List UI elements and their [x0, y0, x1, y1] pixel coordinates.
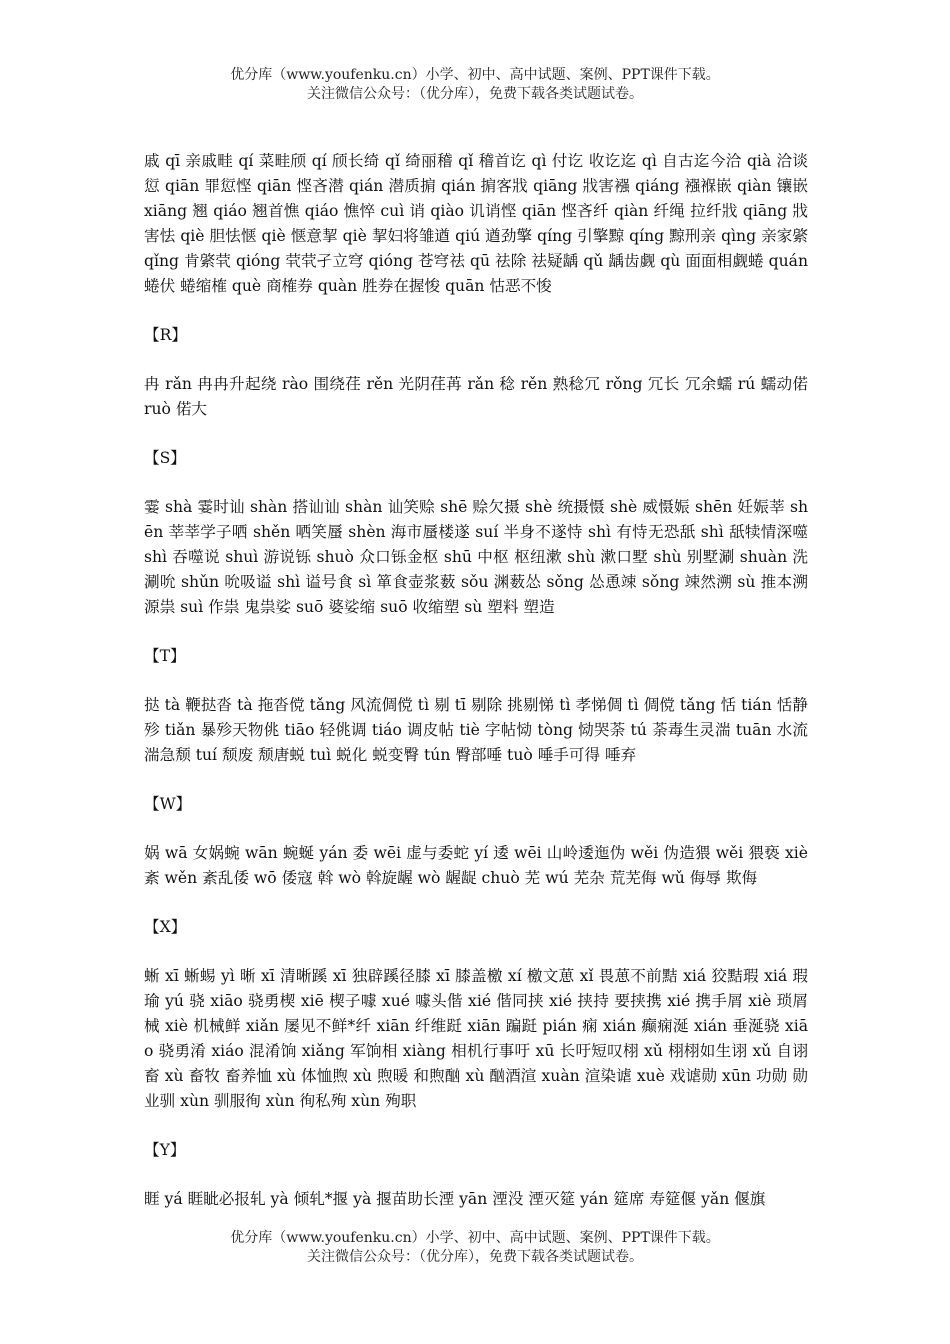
section-t-text: 挞 tà 鞭挞沓 tà 拖沓傥 tǎng 风流倜傥 tì 剔 tī 剔除 挑剔悌 tì 孝悌倜 tì 倜傥 tǎng 恬 tián 恬静殄 tiǎn 暴殄天物佻 tiāo 轻佻调 tiáo 调皮帖 tiè 字帖恸 tòng 恸哭荼 tú 荼毒生灵湍 tuān 水流湍急颓 tuí 颓废 颓唐蜕 tuì 蜕化 蜕变臀 tún 臀部唾 tuò 唾手可得 唾弃 — [144, 696, 808, 764]
footer-line-1: 优分库（www.youfenku.cn）小学、初中、高中试题、案例、PPT课件下载。 — [230, 1230, 720, 1246]
page-header — [0, 66, 950, 104]
section-w-text: 娲 wā 女娲蜿 wān 蜿蜒 yán 委 wēi 虚与委蛇 yí 逶 wēi 山岭逶迤伪 wěi 伪造猥 wěi 猥亵 xiè 紊 wěn 紊乱倭 wō 倭寇 斡 wò 斡旋龌 wò 龌龊 chuò 芜 wú 芜杂 荒芜侮 wǔ 侮辱 欺侮 — [144, 844, 808, 887]
section-r-heading: 【R】 — [144, 326, 187, 344]
section-x-text: 蜥 xī 蜥蜴 yì 晰 xī 清晰蹊 xī 独辟蹊径膝 xī 膝盖檄 xí 檄文葸 xǐ 畏葸不前黠 xiá 狡黠瑕 xiá 瑕瑜 yú 骁 xiāo 骁勇楔 xiē 楔子噱 xué 噱头偕 xié 偕同挟 xié 挟持 要挟携 xié 携手屑 xiè 琐屑械 xiè 机械鲜 xiǎn 屡见不鲜*纤 xiān 纤维跹 xiān 蹁跹 pián 痫 xián 癫痫涎 xián 垂涎骁 xiāo 骁勇淆 xiáo 混淆饷 xiǎng 军饷相 xiàng 相机行事吁 xū 长吁短叹栩 xǔ 栩栩如生诩 xǔ 自诩畜 xù 畜牧 畜养恤 xù 体恤煦 xù 煦暖 和煦酗 xù 酗酒渲 xuàn 渲染谑 xuè 戏谑勋 xūn 功勋 勋业驯 xùn 驯服徇 xùn 徇私殉 xùn 殉职 — [144, 967, 808, 1110]
page-footer — [0, 1229, 950, 1267]
section-s-text: 霎 shà 霎时讪 shàn 搭讪讪 shàn 讪笑赊 shē 赊欠摄 shè 统摄慑 shè 威慑娠 shēn 妊娠莘 shēn 莘莘学子哂 shěn 哂笑蜃 shèn 海市蜃楼遂 suí 半身不遂恃 shì 有恃无恐舐 shì 舐犊情深噬 shì 吞噬说 shuì 游说铄 shuò 众口铄金枢 shū 中枢 枢纽漱 shù 漱口墅 shù 别墅涮 shuàn 洗涮吮 shǔn 吮吸谥 shì 谥号食 sì 箪食壶浆薮 sǒu 渊薮怂 sǒng 怂恿竦 sǒng 竦然溯 sù 推本溯源祟 suì 作祟 鬼祟娑 suō 婆娑缩 suō 收缩塑 sù 塑料 塑造 — [144, 498, 808, 616]
section-w-heading: 【W】 — [144, 795, 192, 813]
section-s-heading: 【S】 — [144, 449, 186, 467]
section-t-heading: 【T】 — [144, 647, 186, 665]
document-body — [144, 149, 808, 1212]
section-r-text: 冉 rǎn 冉冉升起绕 rào 围绕荏 rěn 光阴荏苒 rǎn 稔 rěn 熟稔冗 rǒng 冗长 冗余蠕 rú 蠕动偌 ruò 偌大 — [144, 375, 808, 418]
section-y-heading: 【Y】 — [144, 1141, 186, 1159]
footer-line-2: 关注微信公众号：（优分库），免费下载各类试题试卷。 — [307, 1249, 643, 1265]
section-q-text: 戚 qī 亲戚畦 qí 菜畦颀 qí 颀长绮 qǐ 绮丽稽 qǐ 稽首讫 qì 付讫 收讫迄 qì 自古迄今洽 qià 洽谈愆 qiān 罪愆悭 qiān 悭吝潜 qián 潜质掮 qián 掮客戕 qiāng 戕害襁 qiáng 襁褓嵌 qiàn 镶嵌 xiāng 翘 qiáo 翘首憔 qiáo 憔悴 cuì 诮 qiào 讥诮悭 qiān 悭吝纤 qiàn 纤绳 拉纤戕 qiāng 戕害怯 qiè 胆怯惬 qiè 惬意挈 qiè 挈妇将雏遒 qiú 遒劲擎 qíng 引擎黥 qíng 黥刑亲 qìng 亲家綮 qǐng 肯綮茕 qióng 茕茕孑立穹 qióng 苍穹祛 qū 祛除 祛疑龋 qǔ 龋齿觑 qù 面面相觑蜷 quán 蜷伏 蜷缩榷 què 商榷券 quàn 胜券在握悛 quān 怙恶不悛 — [144, 152, 808, 295]
header-line-2: 关注微信公众号：（优分库），免费下载各类试题试卷。 — [307, 86, 643, 102]
section-y-text: 睚 yá 睚眦必报轧 yà 倾轧*揠 yà 揠苗助长湮 yān 湮没 湮灭筵 yán 筵席 寿筵偃 yǎn 偃旗 — [144, 1190, 766, 1208]
section-x-heading: 【X】 — [144, 918, 187, 936]
header-line-1: 优分库（www.youfenku.cn）小学、初中、高中试题、案例、PPT课件下载。 — [230, 67, 720, 83]
